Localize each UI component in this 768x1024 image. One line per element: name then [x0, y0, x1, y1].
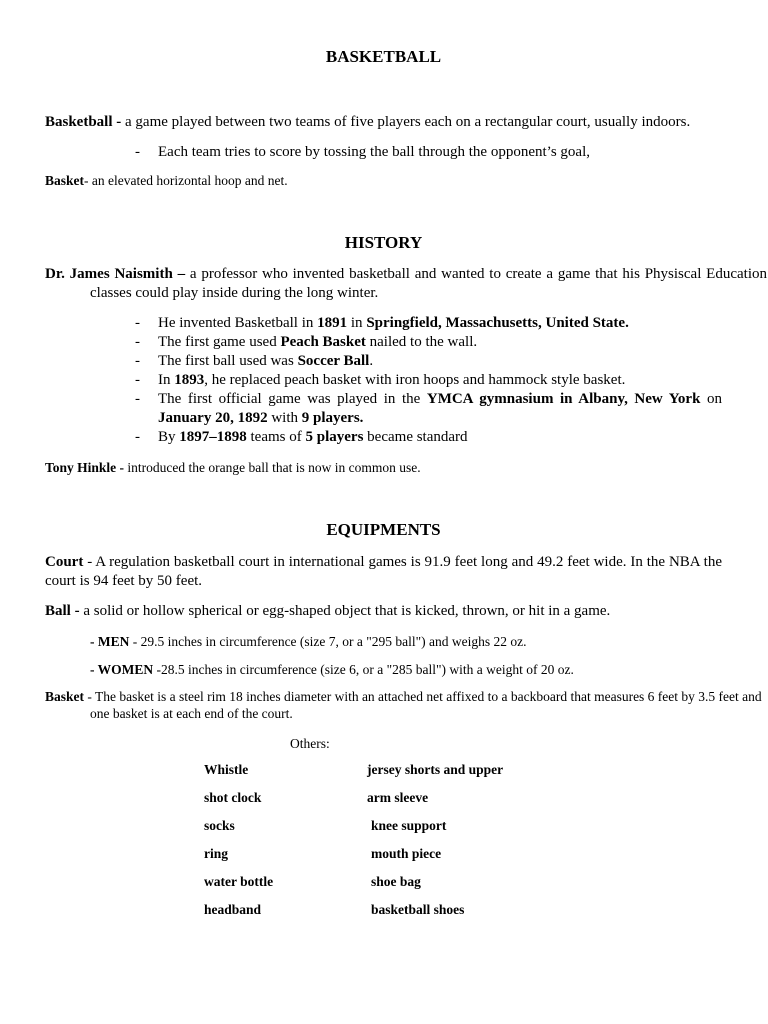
women-text: -28.5 inches in circumference (size 6, or a "285 ball") with a weight of 20 oz.: [153, 662, 574, 677]
list-item: headband: [204, 902, 262, 917]
men-ball-spec: [90, 632, 527, 651]
list-item: shoe bag: [371, 874, 421, 889]
list-item: mouth piece: [371, 846, 442, 861]
bullet-text: Each team tries to score by tossing the ball through the opponent’s goal,: [158, 144, 590, 160]
court-paragraph: [45, 553, 722, 591]
list-item: - The first game used Peach Basket nailed to the wall.: [135, 334, 478, 350]
list-item: ring: [204, 846, 229, 861]
list-item: knee support: [371, 818, 447, 833]
naismith-text: a professor who invented basketball and wanted to create a game that his Physiscal Education classes could play inside during the long winter.: [90, 266, 767, 301]
list-item: shot clock: [204, 790, 262, 805]
list-item: - In 1893, he replaced peach basket with iron hoops and hammock style basket.: [135, 372, 626, 388]
hinkle-text: introduced the orange ball that is now in common use.: [124, 460, 421, 475]
naismith-paragraph: [45, 265, 767, 303]
list-item: basketball shoes: [371, 902, 465, 917]
basket-term: Basket: [45, 173, 85, 188]
ball-paragraph: [45, 602, 722, 621]
basketball-definition-text: a game played between two teams of five players each on a rectangular court, usually indoors.: [121, 114, 691, 130]
list-item: arm sleeve: [367, 790, 429, 805]
equipments-heading: EQUIPMENTS: [326, 520, 441, 539]
list-item: Whistle: [204, 762, 249, 777]
list-item: - The first ball used was Soccer Ball.: [135, 353, 374, 369]
women-term: - WOMEN: [90, 662, 154, 677]
list-item: - The first official game was played in the YMCA gymnasium in Albany, New York on January 20, 1892 with 9 players.: [135, 391, 723, 426]
page-title: BASKETBALL: [325, 47, 442, 66]
hinkle-term: Tony Hinkle -: [45, 460, 125, 475]
ball-text: a solid or hollow spherical or egg-shaped object that is kicked, thrown, or hit in a game.: [79, 603, 611, 619]
court-text: - A regulation basketball court in international games is 91.9 feet long and 49.2 feet wide. In the NBA the court is 94 feet by 50 feet.: [45, 554, 722, 589]
basketball-definition: [45, 113, 722, 132]
court-term: Court: [45, 554, 84, 570]
others-label: Others:: [290, 736, 330, 751]
men-text: - 29.5 inches in circumference (size 7, or a "295 ball") and weighs 22 oz.: [129, 634, 527, 649]
list-item: - By 1897–1898 teams of 5 players became standard: [135, 429, 468, 445]
women-ball-spec: [90, 660, 574, 679]
basket-definition-text: - an elevated horizontal hoop and net.: [84, 173, 288, 188]
ball-term: Ball -: [45, 603, 80, 619]
basketball-term: Basketball -: [45, 114, 122, 130]
history-bullets: [135, 314, 722, 447]
list-item: socks: [204, 818, 235, 833]
list-item: jersey shorts and upper: [367, 762, 504, 777]
men-term: - MEN: [90, 634, 130, 649]
list-item: - He invented Basketball in 1891 in Springfield, Massachusetts, United State.: [135, 315, 629, 331]
hinkle-paragraph: [45, 459, 722, 476]
list-item: - Each team tries to score by tossing the ball through the opponent’s goal,: [135, 144, 590, 160]
basket-spec-text: - The basket is a steel rim 18 inches diameter with an attached net affixed to a backboard that measures 6 feet by 3.5 feet and one basket is at each end of the court.: [84, 689, 762, 721]
history-heading: HISTORY: [344, 233, 423, 252]
list-item: water bottle: [204, 874, 274, 889]
basket-paragraph: [45, 688, 767, 722]
naismith-term: Dr. James Naismith –: [45, 266, 186, 282]
intro-bullets: [135, 143, 722, 162]
basket-definition: [45, 172, 722, 189]
basket-spec-term: Basket: [45, 689, 85, 704]
